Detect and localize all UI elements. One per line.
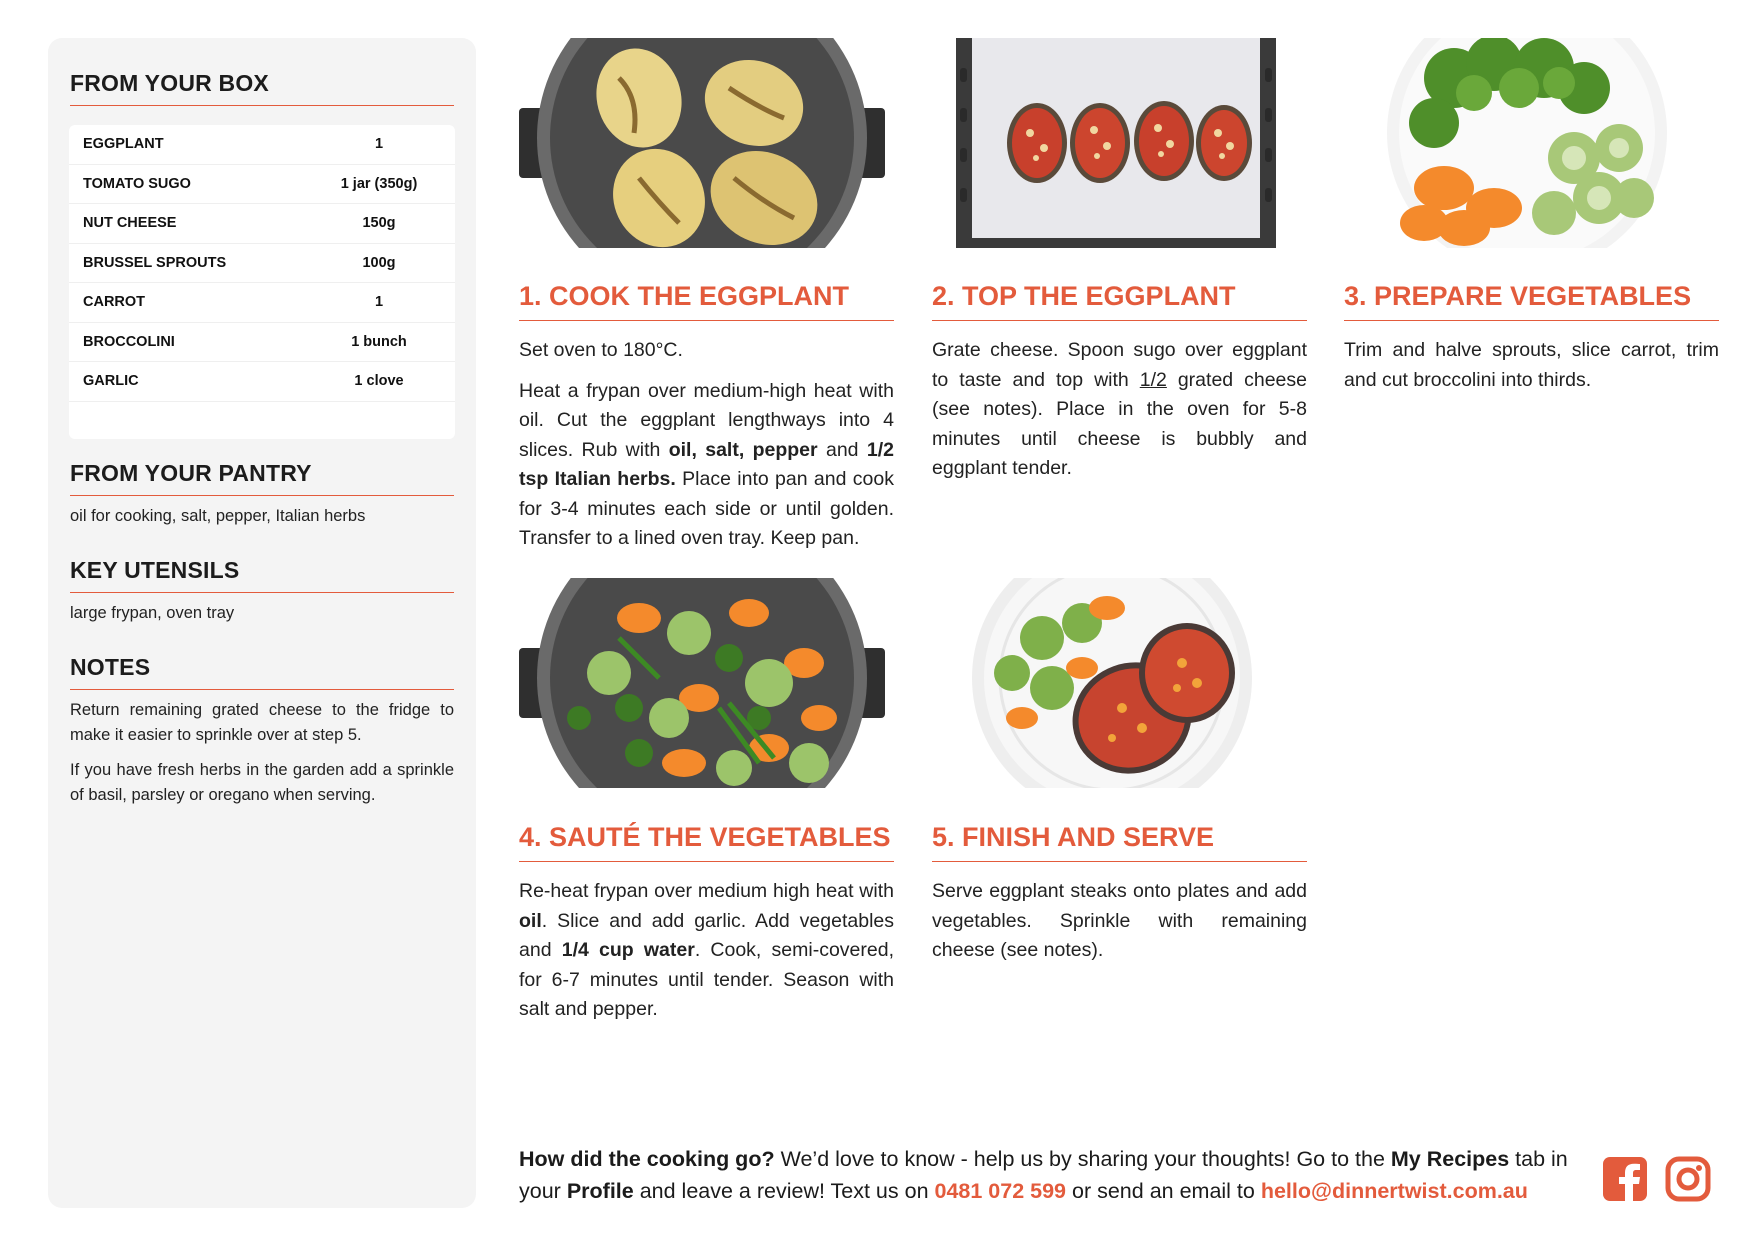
email-link[interactable]: hello@dinnertwist.com.au: [1260, 1178, 1528, 1203]
ingredient-qty: 1 jar (350g): [340, 175, 418, 192]
text: or send an email to: [1066, 1178, 1261, 1203]
notes-text: [70, 698, 454, 818]
step-3-title: 3. PREPARE VEGETABLES: [1344, 281, 1719, 321]
step-2-body: [932, 336, 1307, 495]
table-row: [69, 402, 455, 439]
ingredient-qty: 150g: [362, 215, 396, 232]
step-paragraph: Serve eggplant steaks onto plates and add vegetables. Sprinkle with remaining cheese (see notes).: [932, 880, 1307, 961]
step-2-photo: [932, 38, 1298, 248]
step-1-title: 1. COOK THE EGGPLANT: [519, 281, 894, 321]
bold-text: 1/4 cup water: [561, 939, 695, 961]
table-row: [69, 165, 455, 205]
table-row: [69, 244, 455, 284]
text: . Slice and add garlic. Add vegetables and: [519, 909, 894, 961]
notes-title: NOTES: [70, 654, 454, 690]
ingredient-qty: 1 bunch: [351, 333, 407, 350]
ingredient-name: TOMATO SUGO: [83, 175, 191, 192]
ingredient-name: NUT CHEESE: [83, 215, 177, 232]
table-row: [69, 125, 455, 165]
step-paragraph: [519, 877, 894, 1025]
text: and: [817, 438, 867, 461]
pantry-text: oil for cooking, salt, pepper, Italian herbs: [70, 507, 366, 525]
ingredient-qty: 100g: [362, 254, 396, 271]
profile-label: Profile: [566, 1178, 634, 1203]
text: Heat a frypan over medium-high heat with oil. Cut the eggplant lengthways into 4 slices. Rub with: [519, 379, 894, 461]
box-title: FROM YOUR BOX: [70, 70, 454, 106]
box-ingredients-table: [69, 125, 455, 439]
ingredient-name: BROCCOLINI: [83, 333, 175, 350]
phone-link[interactable]: 0481 072 599: [934, 1178, 1067, 1203]
note-paragraph: If you have fresh herbs in the garden add a sprinkle of basil, parsley or oregano when serving.: [70, 761, 454, 804]
bold-text: oil: [519, 909, 542, 932]
table-row: [69, 362, 455, 402]
ingredient-name: GARLIC: [83, 373, 139, 390]
step-paragraph: Set oven to 180°C.: [519, 339, 683, 361]
step-paragraph: Trim and halve sprouts, slice carrot, trim and cut broccolini into thirds.: [1344, 339, 1719, 391]
ingredients-sidebar: [48, 38, 476, 1208]
table-row: [69, 323, 455, 363]
pantry-title: FROM YOUR PANTRY: [70, 460, 454, 496]
step-paragraph: [519, 377, 894, 554]
my-recipes-label: My Recipes: [1390, 1147, 1510, 1171]
ingredient-qty: 1 clove: [354, 373, 404, 390]
ingredient-qty: 1: [374, 136, 384, 153]
step-1-body: [519, 336, 894, 565]
step-3-body: [1344, 336, 1719, 406]
text: . Cook, semi-covered, for 6-7 minutes until tender. Season with salt and pepper.: [519, 939, 894, 1020]
ingredient-qty: 1: [374, 294, 384, 311]
text: tab in your: [519, 1147, 1568, 1203]
utensils-text: large frypan, oven tray: [70, 604, 235, 622]
text: and leave a review! Text us on: [633, 1178, 935, 1203]
step-5-title: 5. FINISH AND SERVE: [932, 822, 1307, 862]
utensils-title: KEY UTENSILS: [70, 557, 454, 593]
text: Re-heat frypan over medium high heat with: [519, 880, 894, 902]
feedback-footer: [519, 1144, 1579, 1207]
text: Grate cheese. Spoon sugo over eggplant to taste and top with: [932, 339, 1307, 391]
step-paragraph: [932, 336, 1307, 484]
step-4-body: [519, 877, 894, 1036]
table-row: [69, 283, 455, 323]
facebook-icon[interactable]: [1602, 1156, 1648, 1202]
ingredient-name: EGGPLANT: [83, 136, 164, 153]
text: Place into pan and cook for 3-4 minutes each side or until golden. Transfer to a lined oven tray. Keep pan.: [519, 468, 894, 549]
feedback-question: How did the cooking go?: [519, 1147, 775, 1171]
step-4-title: 4. SAUTÉ THE VEGETABLES: [519, 822, 894, 862]
bold-text: oil, salt, pepper: [668, 438, 818, 461]
instagram-icon[interactable]: [1665, 1156, 1711, 1202]
step-3-photo: [1344, 38, 1710, 248]
step-5-body: [932, 877, 1307, 977]
ingredient-name: CARROT: [83, 294, 146, 311]
table-row: [69, 204, 455, 244]
step-1-photo: [519, 38, 885, 248]
ingredient-name: BRUSSEL SPROUTS: [83, 254, 227, 271]
step-5-photo: [932, 578, 1298, 788]
step-4-photo: [519, 578, 885, 788]
bold-text: 1/2 tsp Italian herbs.: [519, 438, 894, 490]
step-2-title: 2. TOP THE EGGPLANT: [932, 281, 1307, 321]
text: We’d love to know - help us by sharing your thoughts! Go to the: [774, 1147, 1391, 1171]
text: grated cheese (see notes). Place in the oven for 5-8 minutes until cheese is bubbly and eggplant tender.: [932, 368, 1307, 479]
underlined-text: 1/2: [1139, 368, 1167, 391]
note-paragraph: Return remaining grated cheese to the fridge to make it easier to sprinkle over at step 5.: [70, 701, 454, 744]
